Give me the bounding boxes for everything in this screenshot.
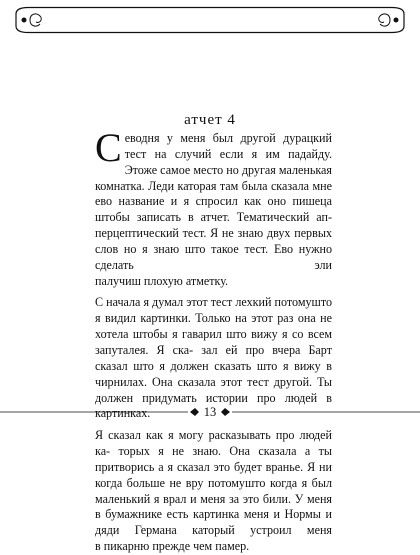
paragraph (95, 539, 332, 555)
text-line: видил картинки. Только на этот раз она не хотела (95, 311, 332, 342)
text-line: торых я не знаю. Она сказала а ты притворись а я (95, 444, 332, 474)
text-line: это били. У меня в бумажнике есть картинка меня (95, 491, 332, 522)
text-line: еводня у меня был другой дурацкий тест на (124, 131, 332, 161)
text-line: должен придумать истории про людей в картинках. (95, 390, 332, 421)
page-number: 13 (203, 405, 217, 419)
text-line: Я сказал как я могу расказывать про людей ка- (95, 428, 332, 459)
right-flourish-icon (379, 14, 398, 26)
text-line: случий если я им падайду. Этоже самое место (124, 146, 332, 177)
text-line: зал ей про вчера Барт сказал што я должен сказать што я (95, 342, 332, 373)
text-line: вижу в чирнилах. Она сказала этот тест другой. Ты (95, 358, 332, 389)
text-line: потомушто когда я был маленький я врал и меня за (95, 475, 332, 506)
text-line: штобы я гаварил што вижу я со всем запуталея. Я ска- (95, 327, 332, 357)
text-line: пишеца штобы записать в атчет. Тематический ап- (95, 194, 332, 225)
text-line: палучиш плохую атметку. (95, 273, 229, 288)
drop-cap: С (95, 125, 122, 170)
body-text (95, 125, 332, 555)
paragraph (95, 274, 332, 290)
text-line: и Нормы и дяди Германа каторый устроил меня (95, 507, 332, 538)
text-line: сказал это будет вранье. Я ни когда больше не вру (95, 459, 332, 490)
paragraph (95, 125, 332, 274)
text-line: перцептический тест. Я не знаю двух первых слов (95, 226, 332, 256)
text-line: была сказала мне ево название и я спросил как оно (95, 178, 332, 209)
text-line: в пикарню прежде чем памер. (95, 539, 250, 554)
chapter-title: атчет 4 (184, 112, 236, 128)
text-line: но другая маленькая комнатка. Леди каторая там (95, 162, 332, 193)
paragraph (95, 428, 332, 539)
left-flourish-icon (22, 14, 41, 26)
text-line: но я знаю што такое тест. Ево нужно сделать эли (95, 241, 332, 272)
paragraph (95, 295, 332, 390)
text-line: С начала я думал этот тест лехкий потомушто я (95, 295, 332, 326)
top-ornamental-border (6, 4, 414, 36)
